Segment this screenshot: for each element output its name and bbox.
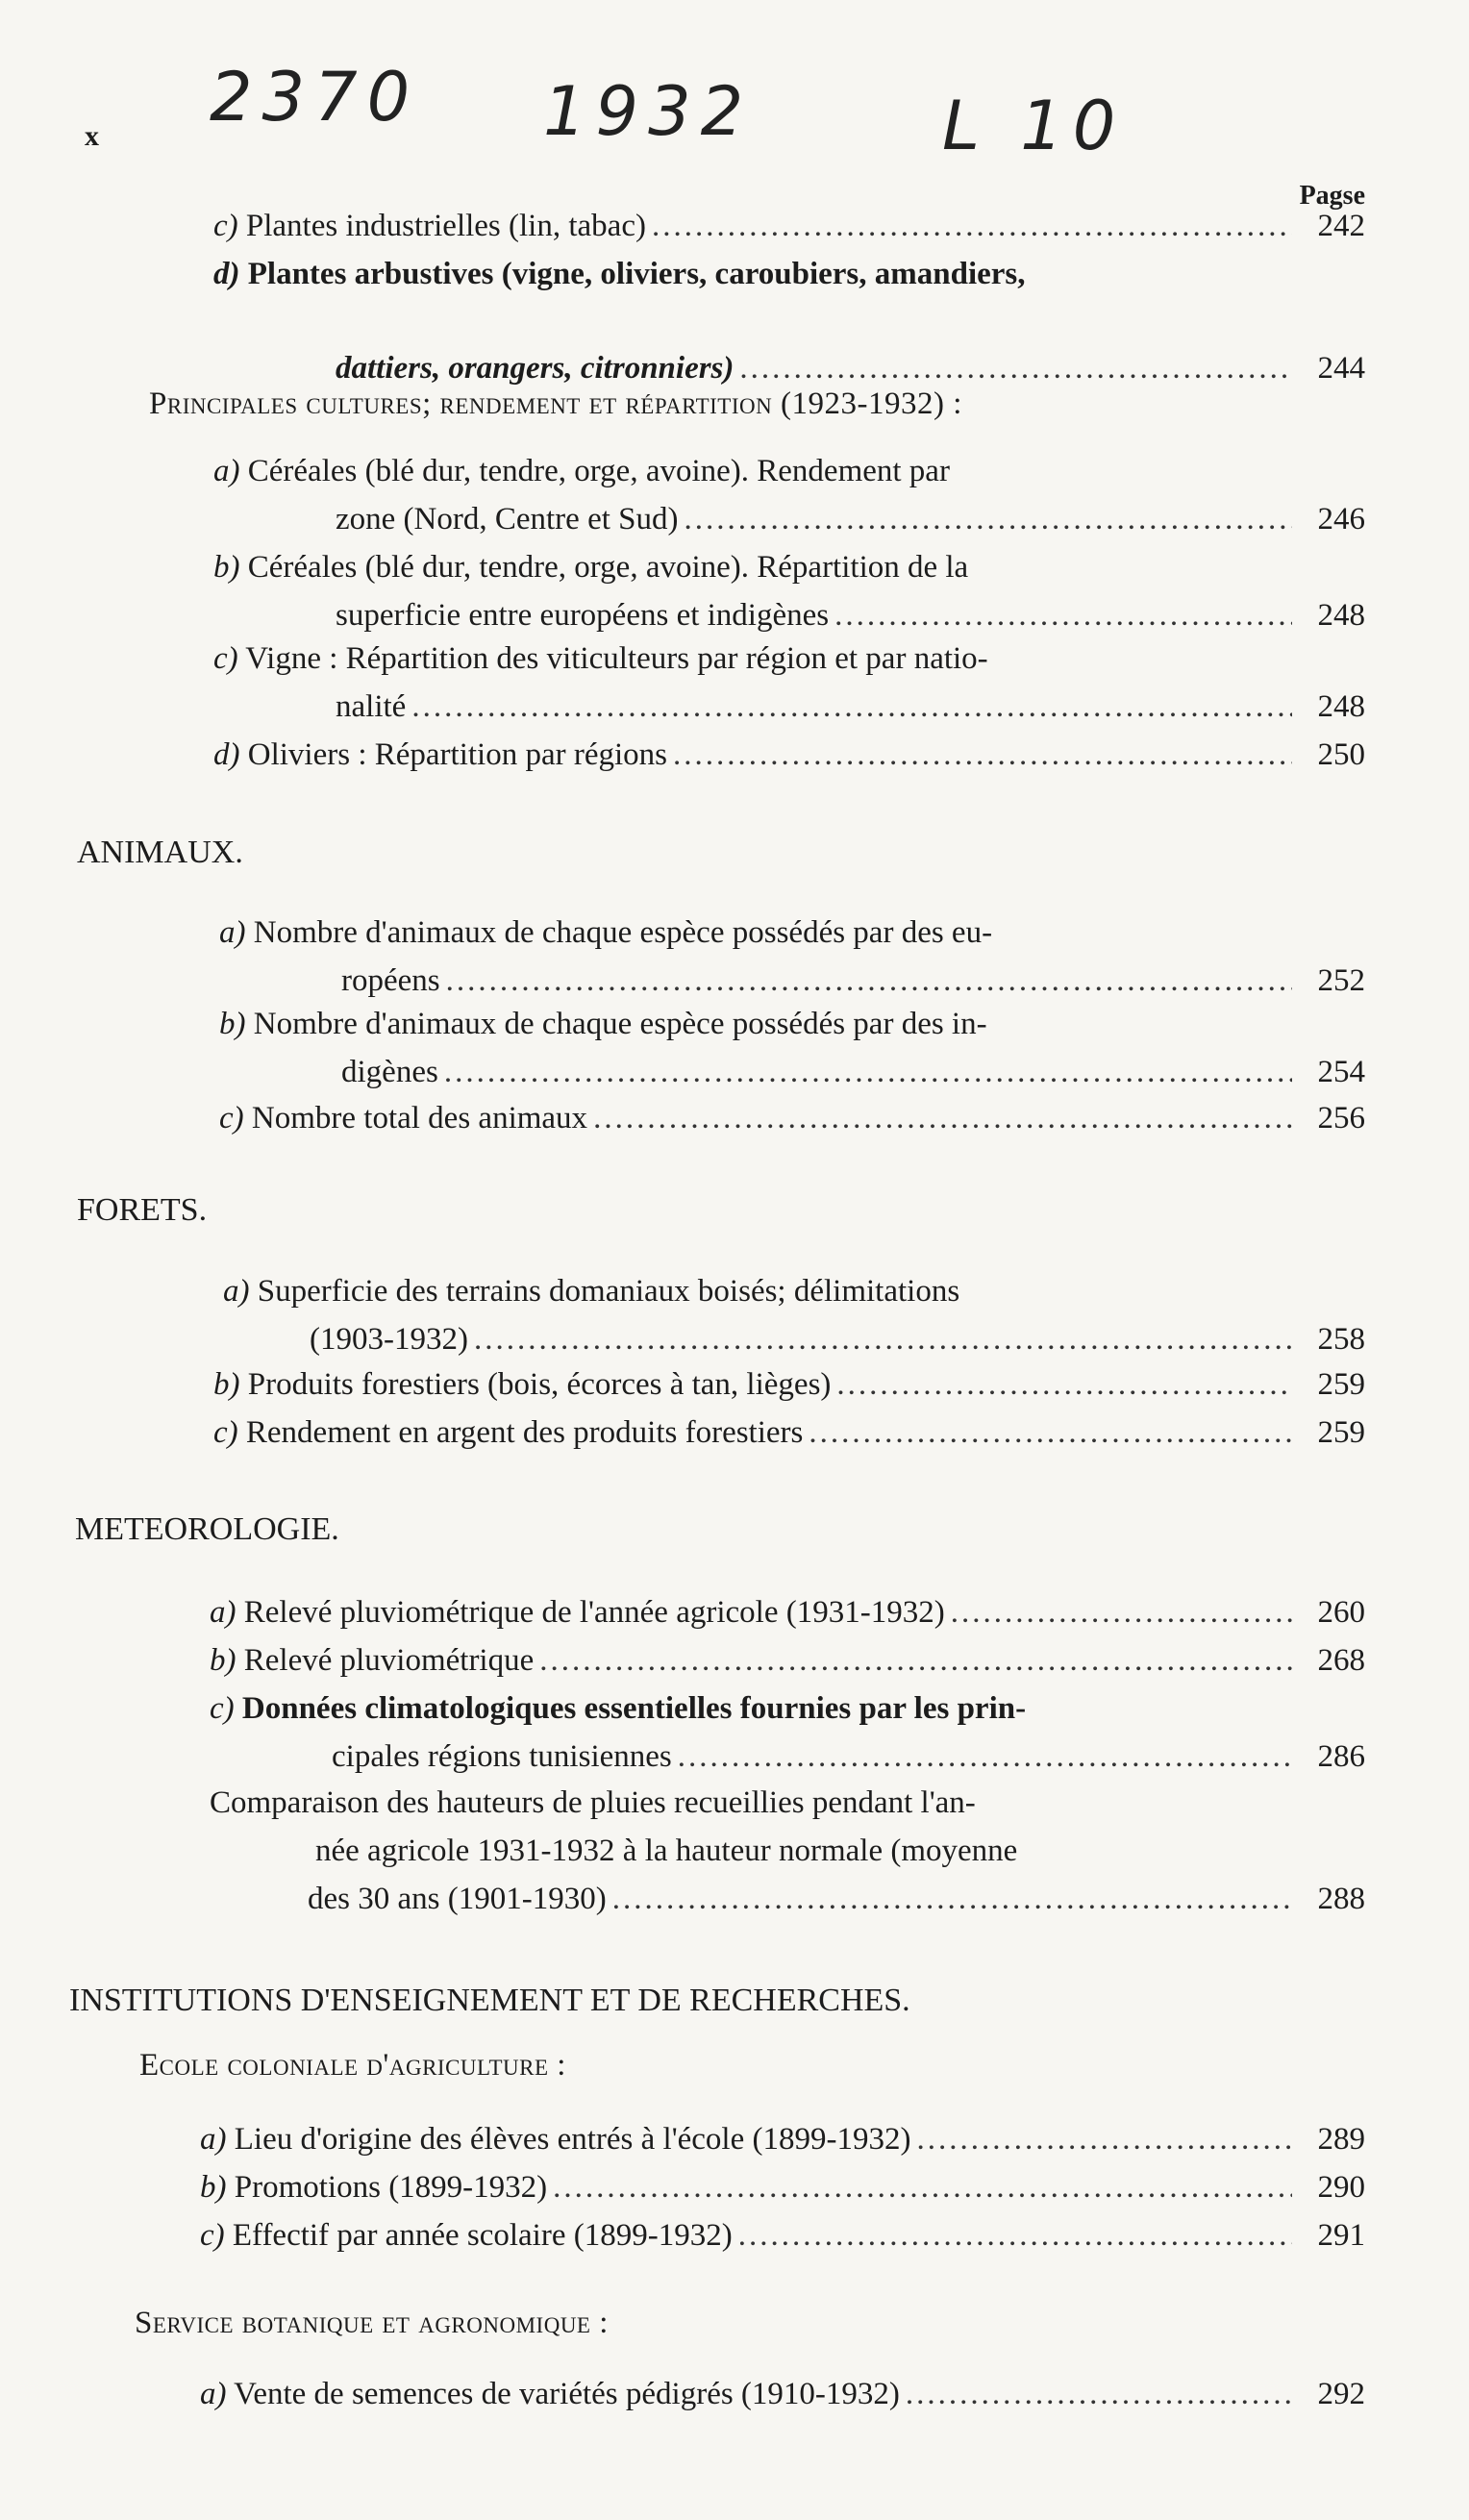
page-ref: 292 <box>1317 2377 1365 2411</box>
toc-entry <box>210 1636 1365 1684</box>
toc-entry <box>213 202 1365 250</box>
toc-entry <box>213 731 1365 779</box>
toc-entry <box>210 1779 1365 1923</box>
leader-dots <box>411 683 1292 731</box>
entry-text-continued: ropéens <box>341 963 440 998</box>
entry-text: c) Plantes industrielles (lin, tabac) <box>213 209 646 243</box>
toc-entry <box>219 909 1365 1005</box>
entry-text: a) Nombre d'animaux de chaque espèce possédés par des eu- <box>219 915 993 950</box>
entry-text: c) Effectif par année scolaire (1899-1932) <box>200 2218 733 2253</box>
toc-entry <box>213 447 1365 543</box>
page-ref: 256 <box>1317 1101 1365 1135</box>
leader-dots <box>951 1588 1292 1636</box>
entry-text-continued: zone (Nord, Centre et Sud) <box>336 502 679 536</box>
handwritten-year: 1932 <box>543 72 754 151</box>
page-ref: 246 <box>1317 502 1365 536</box>
leader-dots <box>446 957 1292 1005</box>
entry-text: b) Céréales (blé dur, tendre, orge, avoine). Répartition de la <box>213 550 969 585</box>
entry-text-continued: des 30 ans (1901-1930) <box>308 1882 607 1916</box>
section-heading: INSTITUTIONS D'ENSEIGNEMENT ET DE RECHERCHES. <box>69 1983 910 2018</box>
handwritten-code: L 10 <box>942 87 1126 165</box>
section-heading: FORETS. <box>77 1192 208 1228</box>
toc-entry <box>210 1588 1365 1636</box>
leader-dots <box>738 2211 1292 2259</box>
page-ref: 289 <box>1317 2122 1365 2157</box>
leader-dots <box>836 1360 1292 1409</box>
leader-dots <box>916 2115 1292 2163</box>
page-ref: 260 <box>1317 1595 1365 1630</box>
entry-text: c) Vigne : Répartition des viticulteurs par région et par natio- <box>213 641 988 676</box>
entry-text: a) Lieu d'origine des élèves entrés à l'école (1899-1932) <box>200 2122 911 2157</box>
entry-text-continued: (1903-1932) <box>310 1322 468 1357</box>
leader-dots <box>678 1733 1292 1781</box>
page-ref: 290 <box>1317 2170 1365 2205</box>
entry-text-continued: cipales régions tunisiennes <box>332 1739 672 1774</box>
entry-text-continued: digènes <box>341 1055 438 1089</box>
page-ref: 244 <box>1317 351 1365 386</box>
entry-text-continued: dattiers, orangers, citronniers) <box>336 351 734 386</box>
entry-text-continued: née agricole 1931-1932 à la hauteur normale (moyenne <box>315 1834 1018 1868</box>
toc-entry <box>200 2163 1365 2211</box>
leader-dots <box>612 1875 1292 1923</box>
toc-entry <box>213 543 1365 639</box>
leader-dots <box>593 1094 1292 1142</box>
entry-text: b) Produits forestiers (bois, écorces à tan, lièges) <box>213 1367 832 1402</box>
subsection-heading: Service botanique et agronomique : <box>135 2306 609 2340</box>
entry-text: c) Nombre total des animaux <box>219 1101 588 1135</box>
toc-entry <box>223 1267 1365 1363</box>
entry-text: a) Relevé pluviométrique de l'année agricole (1931-1932) <box>210 1595 945 1630</box>
page-ref: 259 <box>1317 1415 1365 1450</box>
leader-dots <box>652 202 1292 250</box>
page-ref: 288 <box>1317 1882 1365 1916</box>
entry-text: d) Plantes arbustives (vigne, oliviers, caroubiers, amandiers, <box>213 257 1026 291</box>
entry-text-continued: nalité <box>336 689 407 724</box>
pages-column-header: Pagse <box>1299 181 1365 211</box>
leader-dots <box>539 1636 1292 1684</box>
toc-entry <box>210 1684 1365 1781</box>
toc-entry <box>219 1000 1365 1096</box>
page-ref: 258 <box>1317 1322 1365 1357</box>
leader-dots <box>673 731 1292 779</box>
entry-text: a) Vente de semences de variétés pédigrés (1910-1932) <box>200 2377 900 2411</box>
subsection-heading: Ecole coloniale d'agriculture : <box>139 2048 566 2083</box>
leader-dots <box>474 1315 1292 1363</box>
page-ref: 291 <box>1317 2218 1365 2253</box>
subsection-heading: Principales cultures; rendement et répartition (1923-1932) : <box>149 387 962 421</box>
page-ref: 248 <box>1317 689 1365 724</box>
entry-text: a) Céréales (blé dur, tendre, orge, avoine). Rendement par <box>213 454 950 488</box>
toc-entry <box>213 635 1365 731</box>
toc-entry <box>213 1409 1365 1457</box>
leader-dots <box>739 344 1292 392</box>
handwritten-number: 2370 <box>210 58 420 137</box>
entry-text: c) Données climatologiques essentielles fournies par les prin- <box>210 1691 1027 1726</box>
toc-entry <box>200 2211 1365 2259</box>
leader-dots <box>809 1409 1292 1457</box>
entry-text: d) Oliviers : Répartition par régions <box>213 737 667 772</box>
leader-dots <box>553 2163 1292 2211</box>
page-ref: 248 <box>1317 598 1365 633</box>
page-ref: 252 <box>1317 963 1365 998</box>
page-ref: 268 <box>1317 1643 1365 1678</box>
entry-text-continued: superficie entre européens et indigènes <box>336 598 830 633</box>
toc-entry <box>219 1094 1365 1142</box>
toc-entry <box>200 2370 1365 2418</box>
page-ref: 286 <box>1317 1739 1365 1774</box>
entry-text: b) Promotions (1899-1932) <box>200 2170 548 2205</box>
entry-text: c) Rendement en argent des produits forestiers <box>213 1415 804 1450</box>
page-ref: 254 <box>1317 1055 1365 1089</box>
page-ref: 259 <box>1317 1367 1365 1402</box>
entry-text: b) Relevé pluviométrique <box>210 1643 535 1678</box>
entry-text: Comparaison des hauteurs de pluies recueillies pendant l'an- <box>210 1785 976 1820</box>
page-ref: 242 <box>1317 209 1365 243</box>
section-heading: ANIMAUX. <box>77 835 243 870</box>
leader-dots <box>906 2370 1292 2418</box>
page-number: x <box>85 120 99 152</box>
toc-entry <box>213 250 1365 392</box>
toc-entry <box>213 1360 1365 1409</box>
entry-text: a) Superficie des terrains domaniaux boisés; délimitations <box>223 1274 960 1309</box>
leader-dots <box>444 1048 1292 1096</box>
entry-text: b) Nombre d'animaux de chaque espèce possédés par des in- <box>219 1007 987 1041</box>
leader-dots <box>834 591 1292 639</box>
page-ref: 250 <box>1317 737 1365 772</box>
section-heading: METEOROLOGIE. <box>75 1511 339 1547</box>
toc-entry <box>200 2115 1365 2163</box>
leader-dots <box>684 495 1292 543</box>
